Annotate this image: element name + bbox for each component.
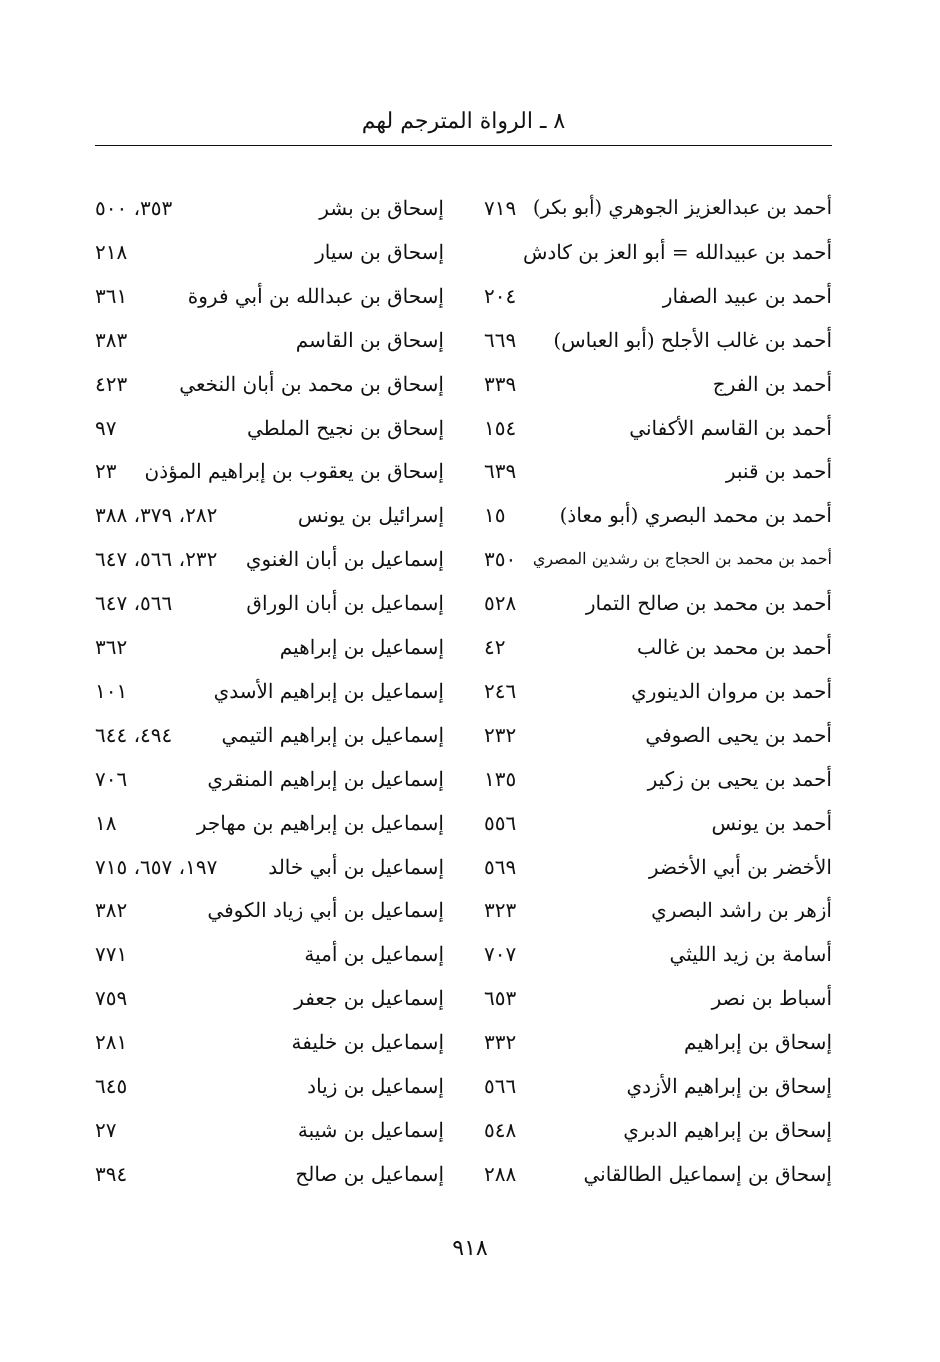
narrator-name: إسماعيل بن شيبة	[297, 1118, 444, 1142]
page-references: ٦٦٩	[484, 328, 517, 352]
page-references: ٥٢٨	[484, 591, 517, 615]
index-entry-left	[95, 1115, 444, 1145]
narrator-name: أحمد بن يحيى بن زكير	[647, 767, 832, 791]
narrator-name: أحمد بن القاسم الأكفاني	[629, 416, 832, 440]
narrator-name: إسحاق بن إبراهيم الأزدي	[626, 1074, 832, 1098]
index-entry-left	[95, 1159, 444, 1189]
index-entry-right	[484, 456, 832, 486]
page-references: ٥٥٦	[484, 811, 517, 835]
narrator-name: أحمد بن قنبر	[725, 459, 832, 483]
index-entry-left	[95, 1071, 444, 1101]
index-entry-right	[484, 764, 832, 794]
page-references: ٣٥٠	[484, 547, 517, 571]
narrator-name: إسحاق بن بشر	[319, 196, 444, 220]
narrator-name: أحمد بن عبيدالله = أبو العز بن كادش	[522, 240, 832, 264]
page-references: ٢٨٨	[484, 1162, 517, 1186]
narrator-name: إسماعيل بن أبان الوراق	[246, 591, 444, 615]
narrator-name: إسماعيل بن أمية	[304, 942, 444, 966]
index-entry-right	[484, 939, 832, 969]
index-entry-left	[95, 895, 444, 925]
narrator-name: أحمد بن عبيد الصفار	[662, 284, 832, 308]
page-references: ٢٣	[95, 459, 117, 483]
index-entry-right	[484, 500, 832, 530]
page-header: ٨ ـ الرواة المترجم لهم	[361, 109, 566, 134]
page-references: ١٩٧، ٦٥٧، ٧١٥	[95, 855, 218, 879]
narrator-name: أحمد بن غالب الأجلح (أبو العباس)	[553, 328, 832, 352]
narrator-name: إسماعيل بن جعفر	[294, 986, 444, 1010]
page-references: ٤٢٣	[95, 372, 128, 396]
index-entry-right	[484, 676, 832, 706]
index-entry-right	[484, 1115, 832, 1145]
narrator-name: إسماعيل بن إبراهيم الأسدي	[213, 679, 444, 703]
page-references: ٣٨٢	[95, 898, 128, 922]
narrator-name: أحمد بن يونس	[711, 811, 832, 835]
index-entry-left	[95, 281, 444, 311]
index-entry-right	[484, 325, 832, 355]
index-entry-left	[95, 193, 444, 223]
page-references: ٢٤٦	[484, 679, 517, 703]
page-references: ٢٨١	[95, 1030, 128, 1054]
narrator-name: إسحاق بن يعقوب بن إبراهيم المؤذن	[144, 459, 444, 483]
index-entry-right	[484, 1071, 832, 1101]
index-entry-left	[95, 939, 444, 969]
index-entry-right	[484, 413, 832, 443]
page-references: ٧٧١	[95, 942, 128, 966]
narrator-name: إسماعيل بن إبراهيم المنقري	[207, 767, 444, 791]
page-references: ٥٤٨	[484, 1118, 517, 1142]
narrator-name: إسماعيل بن إبراهيم	[279, 635, 444, 659]
index-entry-left	[95, 808, 444, 838]
index-entry-left	[95, 983, 444, 1013]
narrator-name: أحمد بن الفرج	[712, 372, 832, 396]
index-entry-right	[484, 1159, 832, 1189]
index-entry-right	[484, 983, 832, 1013]
index-entry-right	[484, 1027, 832, 1057]
page-references: ٢٨٢، ٣٧٩، ٣٨٨	[95, 503, 218, 527]
page-references: ٧٥٩	[95, 986, 128, 1010]
narrator-name: أحمد بن عبدالعزيز الجوهري (أبو بكر)	[532, 196, 832, 219]
narrator-name: إسماعيل بن أبي زياد الكوفي	[207, 898, 444, 922]
page-references: ٤٩٤، ٦٤٤	[95, 723, 173, 747]
page-references: ١٥	[484, 503, 506, 527]
index-entry-left	[95, 764, 444, 794]
page-references: ٣٦١	[95, 284, 128, 308]
narrator-name: إسرائيل بن يونس	[297, 503, 444, 527]
page-references: ٢٠٤	[484, 284, 517, 308]
index-entry-left	[95, 500, 444, 530]
narrator-name: إسحاق بن إبراهيم	[684, 1030, 832, 1054]
narrator-name: أزهر بن راشد البصري	[651, 898, 832, 922]
index-entry-right	[484, 588, 832, 618]
page-number: ٩١٨	[452, 1236, 488, 1261]
narrator-name: أسامة بن زيد الليثي	[669, 942, 832, 966]
page-references: ٥٦٦، ٦٤٧	[95, 591, 173, 615]
narrator-name: أسباط بن نصر	[711, 986, 832, 1010]
index-entry-right	[484, 895, 832, 925]
page-references: ٦٤٥	[95, 1074, 128, 1098]
narrator-name: أحمد بن مروان الدينوري	[631, 679, 832, 703]
narrator-name: إسحاق بن إبراهيم الدبري	[623, 1118, 832, 1142]
index-entry-left	[95, 720, 444, 750]
narrator-name: إسماعيل بن أبي خالد	[268, 855, 444, 879]
narrator-name: أحمد بن محمد بن غالب	[637, 635, 832, 659]
page-references: ١٨	[95, 811, 117, 835]
index-entry-right	[484, 632, 832, 662]
narrator-name: إسحاق بن إسماعيل الطالقاني	[583, 1162, 832, 1186]
narrator-name: إسحاق بن نجيح الملطي	[246, 416, 444, 440]
page-references: ٤٢	[484, 635, 506, 659]
index-entry-left	[95, 676, 444, 706]
narrator-name: إسماعيل بن خليفة	[291, 1030, 444, 1054]
page-references: ٧١٩	[484, 196, 517, 220]
index-entry-left	[95, 413, 444, 443]
narrator-name: إسماعيل بن إبراهيم التيمي	[221, 723, 444, 747]
page-references: ١٠١	[95, 679, 128, 703]
index-entry-left	[95, 588, 444, 618]
page-references: ٣٣٢	[484, 1030, 517, 1054]
index-entry-left	[95, 325, 444, 355]
page-references: ٥٦٩	[484, 855, 517, 879]
index-entry-left	[95, 369, 444, 399]
index-entry-right	[484, 237, 832, 267]
page-references: ٩٧	[95, 416, 117, 440]
page-references: ٣٥٣، ٥٠٠	[95, 196, 173, 220]
page-references: ١٥٤	[484, 416, 517, 440]
narrator-name: أحمد بن محمد البصري (أبو معاذ)	[559, 503, 832, 527]
page-references: ٣٩٤	[95, 1162, 128, 1186]
page-references: ٦٥٣	[484, 986, 517, 1010]
page-references: ٣٣٩	[484, 372, 517, 396]
page-references: ١٣٥	[484, 767, 517, 791]
page-references: ٢٣٢، ٥٦٦، ٦٤٧	[95, 547, 218, 571]
index-entry-left	[95, 237, 444, 267]
narrator-name: إسماعيل بن إبراهيم بن مهاجر	[196, 811, 444, 835]
index-entry-left	[95, 544, 444, 574]
page-references: ٣٢٣	[484, 898, 517, 922]
index-entry-left	[95, 1027, 444, 1057]
page-references: ٢٧	[95, 1118, 117, 1142]
index-entry-left	[95, 456, 444, 486]
index-entry-right	[484, 281, 832, 311]
narrator-name: إسحاق بن سيار	[315, 240, 444, 264]
index-entry-left	[95, 632, 444, 662]
narrator-name: إسماعيل بن زياد	[307, 1074, 444, 1098]
page-references: ٣٨٣	[95, 328, 128, 352]
narrator-name: أحمد بن يحيى الصوفي	[645, 723, 832, 747]
index-entry-right	[484, 193, 832, 223]
page-references: ٣٦٢	[95, 635, 128, 659]
index-entry-right	[484, 852, 832, 882]
page-references: ٢١٨	[95, 240, 128, 264]
page-references: ٧٠٧	[484, 942, 517, 966]
narrator-name: أحمد بن محمد بن الحجاج بن رشدين المصري	[532, 549, 832, 568]
narrator-name: إسحاق بن القاسم	[295, 328, 444, 352]
narrator-name: إسحاق بن محمد بن أبان النخعي	[179, 372, 444, 396]
narrator-name: إسحاق بن عبدالله بن أبي فروة	[187, 284, 444, 308]
index-entry-left	[95, 852, 444, 882]
index-entry-right	[484, 720, 832, 750]
narrator-name: الأخضر بن أبي الأخضر	[648, 855, 832, 879]
page-references: ٢٣٢	[484, 723, 517, 747]
page-references: ٧٠٦	[95, 767, 128, 791]
page-references: ٦٣٩	[484, 459, 517, 483]
narrator-name: إسماعيل بن أبان الغنوي	[245, 547, 444, 571]
narrator-name: إسماعيل بن صالح	[295, 1162, 444, 1186]
page-references: ٥٦٦	[484, 1074, 517, 1098]
index-entry-right	[484, 808, 832, 838]
index-entry-right	[484, 369, 832, 399]
index-entry-right	[484, 544, 832, 574]
narrator-name: أحمد بن محمد بن صالح التمار	[585, 591, 832, 615]
